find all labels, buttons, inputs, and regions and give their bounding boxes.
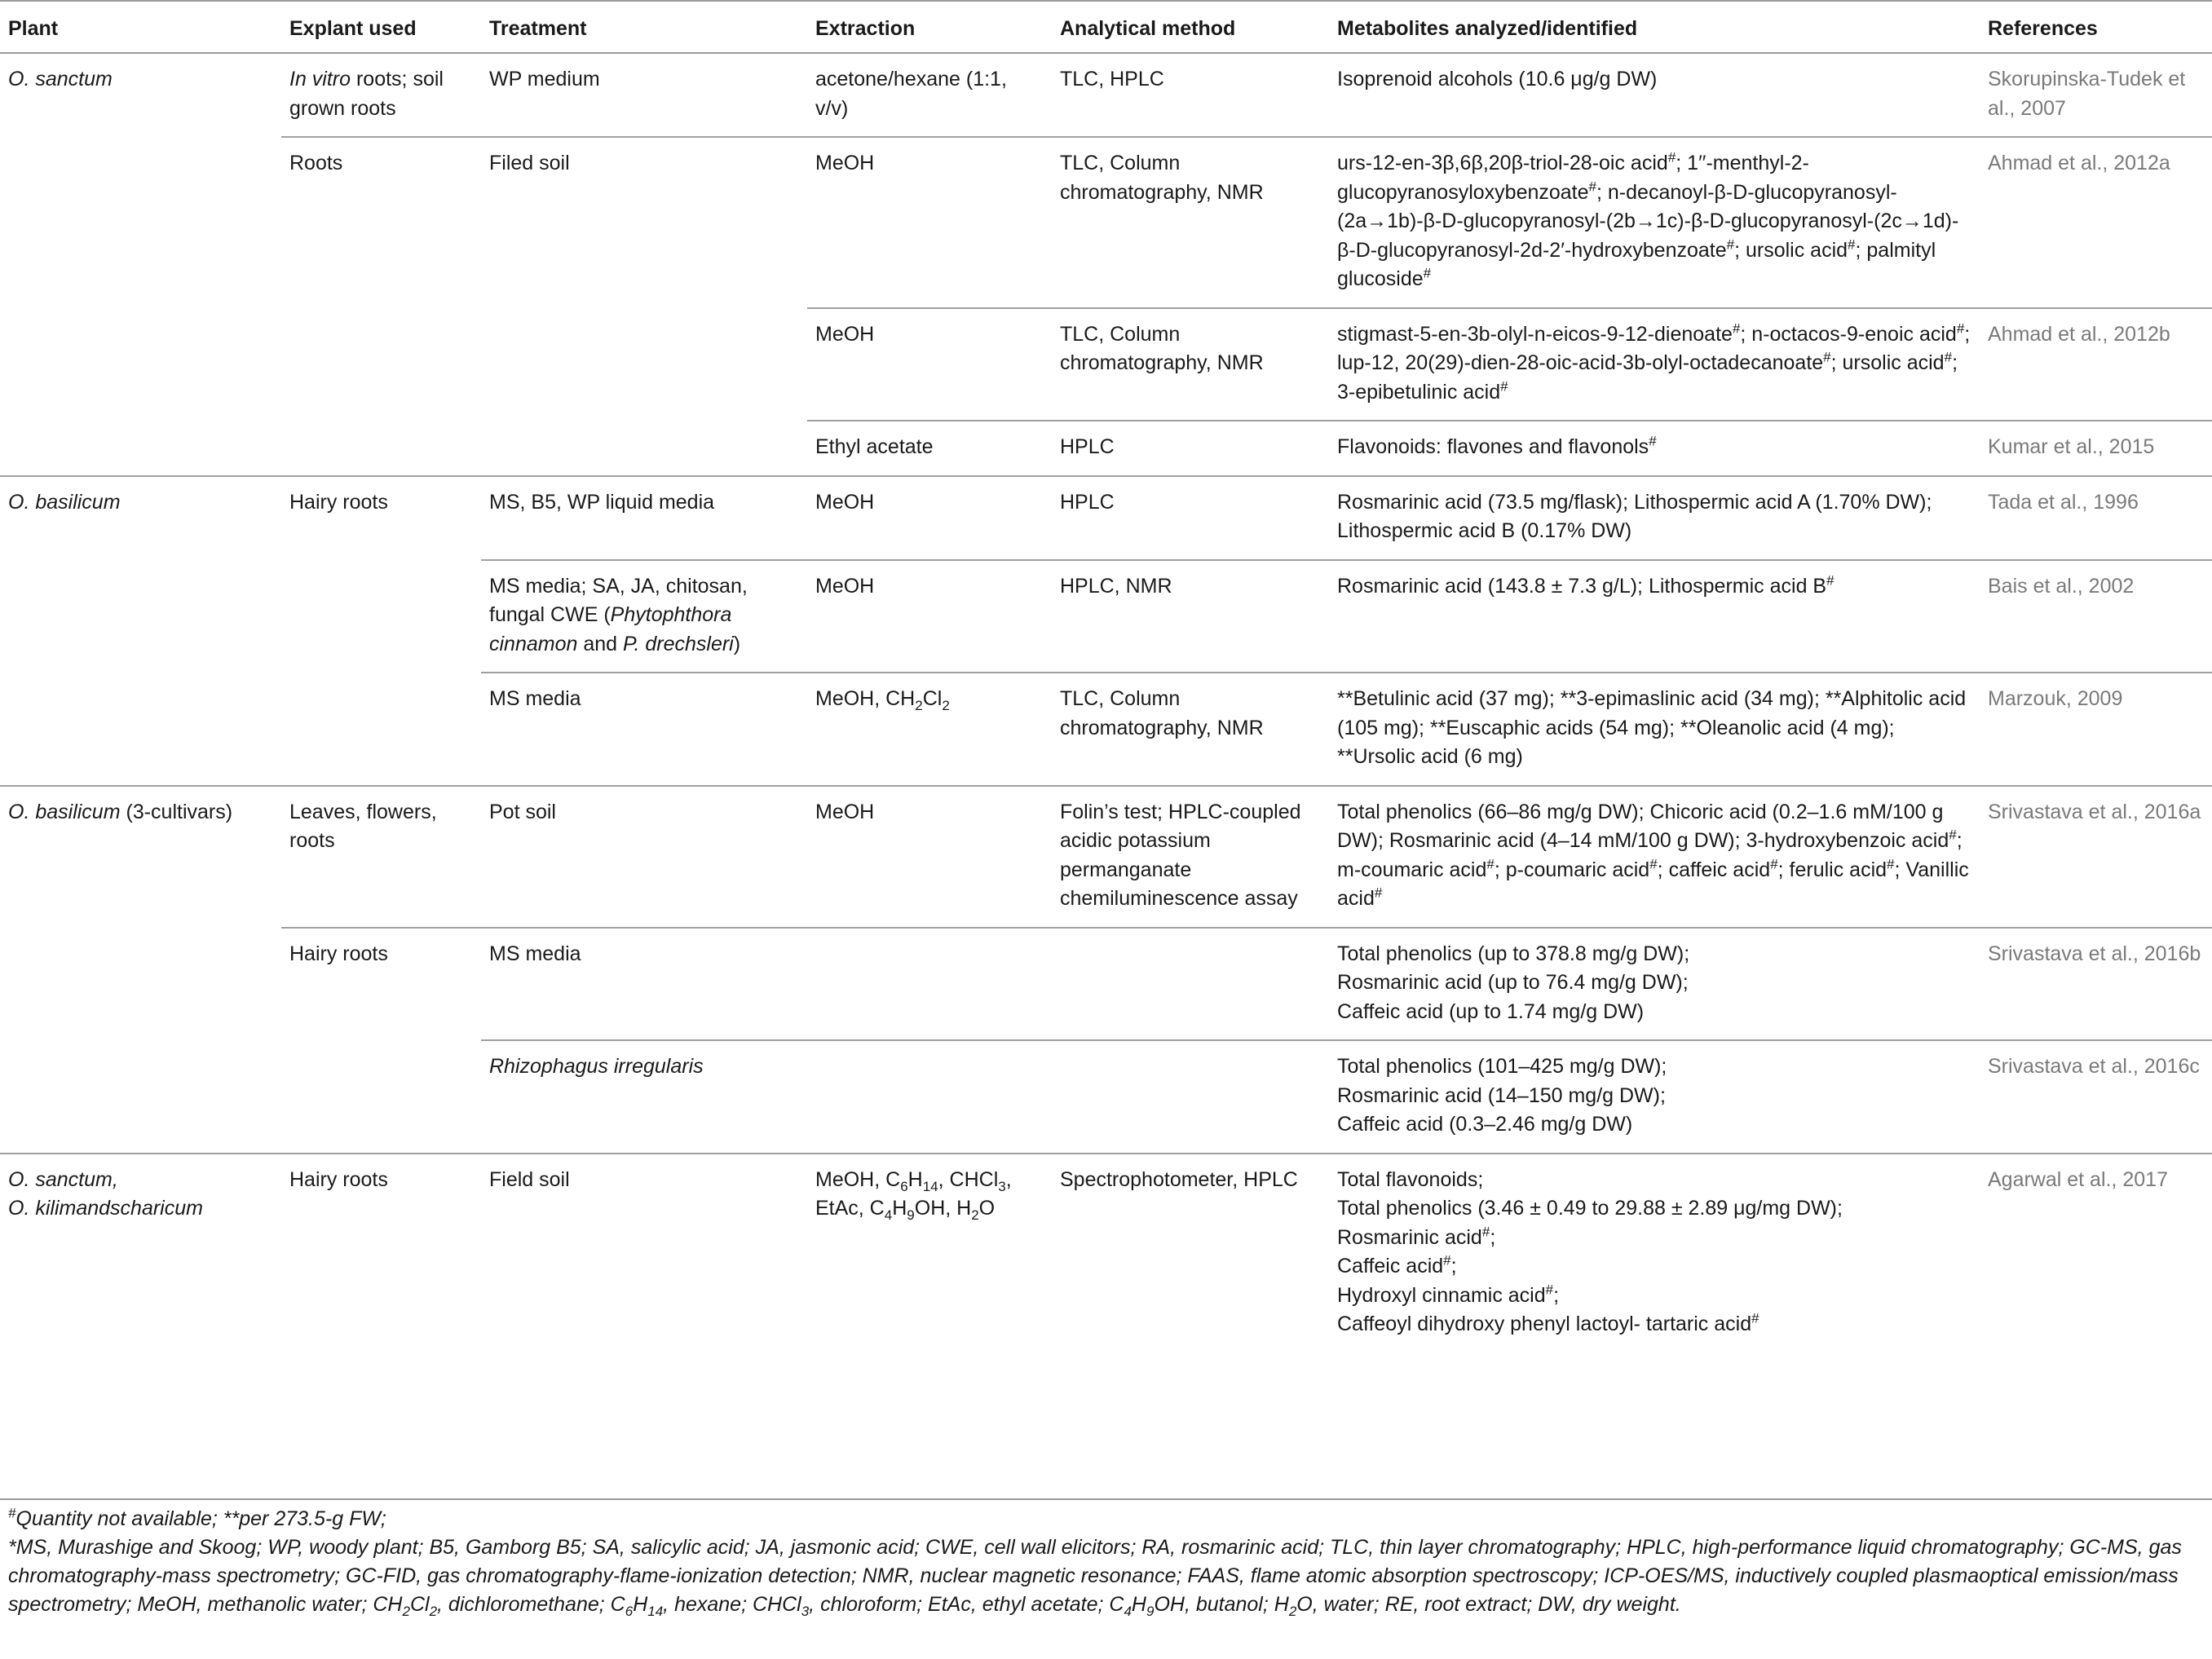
metabolite-line: Total phenolics (101–425 mg/g DW); (1337, 1055, 1667, 1078)
header-explant: Explant used (281, 1, 481, 53)
table-footnote (0, 1498, 2212, 1619)
cell-extraction-empty (807, 928, 1052, 1041)
cell-reference: Kumar et al., 2015 (1980, 421, 2212, 476)
metabolite-text: ; Vanillic acid (1337, 858, 1969, 910)
treatment-species: P. drechsleri (623, 632, 734, 655)
subscript: 6 (900, 1178, 908, 1194)
cell-plant: O. basilicum (0, 476, 281, 560)
metabolite-line: Total flavonoids; (1337, 1167, 1484, 1191)
metabolite-text: ; palmityl glucoside (1337, 238, 1936, 290)
subscript: 2 (971, 1207, 979, 1223)
subscript: 9 (1146, 1604, 1155, 1619)
hash-mark: # (1848, 236, 1856, 253)
metabolite-text: Caffeoyl dihydroxy phenyl lactoyl- tartaric acid (1337, 1313, 1752, 1335)
metabolite-line: Rosmarinic acid (up to 76.4 mg/g DW); (1337, 971, 1689, 994)
table-row (0, 1040, 2212, 1154)
hash-mark: # (1826, 572, 1835, 589)
metabolite-text: Total phenolics (66–86 mg/g DW); Chicoric acid (0.2–1.6 mM/100 g DW); Rosmarinic acid (4–14 mM/100 g DW); 3-hydroxybenzoic acid (1337, 800, 1949, 852)
footnote-text: , dichloromethane; C (437, 1593, 625, 1616)
metabolite-line (1337, 1282, 1973, 1311)
metabolite-line: Caffeic acid (0.3–2.46 mg/g DW) (1337, 1113, 1633, 1136)
hash-mark: # (1944, 349, 1953, 365)
hash-mark: # (1949, 827, 1957, 843)
cell-extraction: MeOH (807, 308, 1052, 421)
metabolite-text: ; ursolic acid (1830, 351, 1945, 374)
cell-treatment-empty (481, 421, 807, 476)
cell-metabolites (1329, 928, 1980, 1041)
cell-treatment-empty (481, 308, 807, 421)
header-metabolites: Metabolites analyzed/identified (1329, 1, 1980, 53)
cell-method: TLC, Column chromatography, NMR (1052, 137, 1329, 308)
treatment-text: MS media; SA, JA, chitosan, fungal CWE ( (489, 574, 748, 626)
hash-mark: # (1486, 856, 1495, 872)
hash-mark: # (1667, 149, 1676, 165)
cell-extraction: MeOH (807, 137, 1052, 308)
cell-plant-empty (0, 673, 281, 786)
cell-method: TLC, Column chromatography, NMR (1052, 308, 1329, 421)
cell-method: TLC, Column chromatography, NMR (1052, 673, 1329, 786)
metabolite-text: ; m-coumaric acid (1337, 829, 1963, 881)
cell-method: Spectrophotometer, HPLC (1052, 1154, 1329, 1352)
cell-plant-empty (0, 928, 281, 1041)
table-row (0, 308, 2212, 421)
metabolite-text: ; n-decanoyl-β-D-glucopyranosyl-(2a→1b)-β-D-glucopyranosyl-(2b→1c)-β-D-glucopyranosyl-(2c→1d)-β-D-glucopyranosyl-2d-2′-hydroxybenzoate (1337, 180, 1959, 262)
cell-extraction (807, 673, 1052, 786)
subscript: 2 (942, 698, 950, 713)
cell-explant-empty (281, 421, 481, 476)
table-row (0, 137, 2212, 308)
cell-reference: Srivastava et al., 2016c (1980, 1040, 2212, 1154)
table-row (0, 928, 2212, 1041)
cell-metabolites (1329, 560, 1980, 673)
cell-plant-empty (0, 560, 281, 673)
extraction-text: Cl (922, 687, 943, 710)
cell-reference: Srivastava et al., 2016b (1980, 928, 2212, 1041)
cell-metabolites (1329, 421, 1980, 476)
plant-line: O. kilimandscharicum (8, 1197, 203, 1220)
treatment-text: ) (733, 632, 741, 655)
table-row (0, 53, 2212, 137)
cell-reference: Skorupinska-Tudek et al., 2007 (1988, 68, 2186, 120)
subscript: 9 (907, 1207, 915, 1223)
cell-metabolites: Isoprenoid alcohols (10.6 μg/g DW) (1337, 68, 1658, 90)
metabolite-text: ; n-octacos-9-enoic acid (1740, 322, 1957, 346)
explant-italic: In vitro (289, 68, 351, 90)
metabolite-text: Hydroxyl cinnamic acid (1337, 1283, 1546, 1307)
header-references: References (1980, 1, 2212, 53)
cell-explant: Hairy roots (281, 928, 481, 1041)
cell-explant-empty (281, 1040, 481, 1154)
cell-reference: Ahmad et al., 2012a (1980, 137, 2212, 308)
hash-mark: # (1726, 236, 1735, 253)
cell-treatment: Filed soil (481, 137, 807, 308)
metabolite-line (1337, 1252, 1973, 1282)
treatment-species: Phytophthora cinnamon (489, 603, 732, 655)
extraction-text: OH, H (914, 1197, 972, 1220)
metabolite-text: ; (1450, 1255, 1457, 1277)
cell-metabolites (1329, 137, 1980, 308)
cell-reference: Agarwal et al., 2017 (1980, 1154, 2212, 1352)
table-row (0, 1154, 2212, 1352)
cell-explant: Hairy roots (281, 1154, 481, 1352)
cell-explant-empty (281, 673, 481, 786)
metabolite-text: Rosmarinic acid (143.8 ± 7.3 g/L); Lithospermic acid B (1337, 574, 1827, 598)
cell-extraction: MeOH (807, 560, 1052, 673)
cell-reference: Ahmad et al., 2012b (1980, 308, 2212, 421)
cell-plant (0, 1154, 281, 1352)
cell-extraction: MeOH (807, 786, 1052, 928)
extraction-text: , CHCl (938, 1167, 999, 1191)
extraction-text: O (978, 1197, 996, 1220)
cell-metabolites: **Betulinic acid (37 mg); **3-epimaslinic acid (34 mg); **Alphitolic acid (105 mg); **Euscaphic acids (54 mg); **Oleanolic acid (4 mg); **Ursolic acid (6 mg) (1329, 673, 1980, 786)
metabolite-line: Total phenolics (3.46 ± 0.49 to 29.88 ± 2.89 μg/mg DW); (1337, 1197, 1843, 1220)
metabolite-text: ; p-coumaric acid (1494, 858, 1650, 881)
cell-method: HPLC (1052, 476, 1329, 560)
explant-rest: roots; soil grown roots (289, 68, 444, 120)
hash-mark: # (1751, 1310, 1759, 1326)
metabolite-text: ; (1490, 1225, 1496, 1249)
cell-plant: O. basilicum (3-cultivars) (0, 786, 281, 928)
treatment-text: and (577, 632, 624, 655)
metabolite-text: urs-12-en-3β,6β,20β-triol-28-oic acid (1337, 152, 1668, 174)
cell-method: Folin’s test; HPLC-coupled acidic potassium permanganate chemiluminescence assay (1052, 786, 1329, 928)
cell-metabolites (1329, 308, 1980, 421)
cell-metabolites (1329, 1040, 1980, 1154)
hash-mark: # (1732, 320, 1741, 337)
footnote-text: O, water; RE, root extract; DW, dry weight. (1296, 1593, 1681, 1616)
subscript: 2 (402, 1604, 410, 1619)
cell-extraction: Ethyl acetate (807, 421, 1052, 476)
extraction-text: MeOH, C (815, 1167, 901, 1191)
hash-mark: # (1649, 433, 1657, 449)
cell-explant: Roots (281, 137, 481, 308)
metabolite-line: Rosmarinic acid (14–150 mg/g DW); (1337, 1083, 1666, 1107)
cell-reference: Bais et al., 2002 (1980, 560, 2212, 673)
subscript: 2 (915, 698, 923, 713)
hash-mark: # (1374, 885, 1383, 901)
metabolite-text: ; 3-epibetulinic acid (1337, 351, 1958, 404)
hash-mark: # (1956, 320, 1965, 337)
header-extraction: Extraction (807, 1, 1052, 53)
metabolite-text: ; lup-12, 20(29)-dien-28-oic-acid-3b-olyl-octadecanoate (1337, 322, 1971, 374)
extraction-text: , EtAc, C (815, 1167, 1012, 1220)
table-row (0, 421, 2212, 476)
metabolite-text: ; 1′′-menthyl-2-glucopyranosyloxybenzoate (1337, 152, 1809, 204)
table-row (0, 476, 2212, 560)
metabolite-text: Caffeic acid (1337, 1255, 1444, 1277)
metabolite-text: ; ursolic acid (1734, 238, 1848, 262)
cell-reference: Tada et al., 1996 (1980, 476, 2212, 560)
cell-plant-empty (0, 421, 281, 476)
header-treatment: Treatment (481, 1, 807, 53)
cell-treatment: WP medium (489, 68, 600, 90)
footnote-text: , chloroform; EtAc, ethyl acetate; C (809, 1593, 1124, 1616)
cell-metabolites (1329, 786, 1980, 928)
extraction-text: MeOH, CH (815, 687, 916, 710)
hash-mark: # (1481, 1224, 1490, 1240)
footnote-line-2: *MS, Murashige and Skoog; WP, woody plant; B5, Gamborg B5; SA, salicylic acid; JA, jasmonic acid; CWE, cell wall elicitors; RA, rosmarinic acid; TLC, thin layer chromatography; HPLC, high-performance liquid chromatography; GC-MS, gas chromatography-mass spectrometry; GC-FID, gas chromatography-flame-ionization detection; NMR, nuclear magnetic resonance; FAAS, flame atomic absorption spectroscopy; ICP-OES/MS, inductively coupled plasmaoptical emission/mass spectrometry; MeOH, methanolic water; $CH_2Cl_2$, dichloromethane; $C_6H_{14}$, hexane; CHCl$_3$, chloroform; EtAc, ethyl acetate; $C_4H_9OH$, butanol; $H_2O$, water; RE, root extract; DW, dry weight. (8, 1536, 2182, 1619)
cell-extraction-empty (807, 1040, 1052, 1154)
cell-explant: Leaves, flowers, roots (281, 786, 481, 928)
cell-extraction: MeOH (807, 476, 1052, 560)
hash-mark: # (1649, 856, 1658, 872)
cell-method: TLC, HPLC (1060, 68, 1164, 90)
footnote-text: OH, butanol; H (1154, 1593, 1289, 1616)
footnote-text: , hexane; CHCl (663, 1593, 801, 1616)
cell-reference: Marzouk, 2009 (1980, 673, 2212, 786)
cell-treatment: MS media (481, 928, 807, 1041)
footnote-text: Quantity not available; **per 273.5-g FW; (15, 1507, 386, 1530)
header-method: Analytical method (1052, 1, 1329, 53)
metabolite-line: Caffeic acid (up to 1.74 mg/g DW) (1337, 999, 1645, 1023)
cell-treatment: Field soil (481, 1154, 807, 1352)
cell-treatment: Rhizophagus irregularis (481, 1040, 807, 1154)
subscript: 6 (625, 1604, 634, 1619)
table-row (0, 786, 2212, 928)
subscript: 3 (998, 1178, 1006, 1194)
extraction-text: H (892, 1197, 907, 1220)
cell-plant-empty (0, 1040, 281, 1154)
cell-treatment: Pot soil (481, 786, 807, 928)
cell-plant: O. sanctum (8, 68, 113, 90)
cell-extraction (807, 1154, 1052, 1352)
hash-mark: # (1423, 265, 1432, 281)
cell-explant (281, 53, 481, 137)
extraction-text: H (907, 1167, 923, 1191)
hash-mark: # (1545, 1282, 1554, 1298)
metabolite-text: stigmast-5-en-3b-olyl-n-eicos-9-12-dienoate (1337, 322, 1733, 346)
plant-line: O. sanctum, (8, 1167, 118, 1191)
cell-metabolites (1329, 1154, 1980, 1352)
hash-mark: # (1823, 349, 1831, 365)
subscript: 14 (647, 1604, 664, 1619)
metabolite-text: ; ferulic acid (1777, 858, 1887, 881)
cell-method: HPLC (1052, 421, 1329, 476)
metabolite-text: Flavonoids: flavones and flavonols (1337, 435, 1649, 458)
hash-mark: # (1770, 856, 1778, 872)
cell-plant-empty (0, 137, 281, 308)
metabolite-line: Total phenolics (up to 378.8 mg/g DW); (1337, 942, 1690, 965)
subscript: 2 (429, 1604, 438, 1619)
hash-mark: # (8, 1505, 16, 1521)
footnote-line-1 (8, 1505, 2204, 1533)
metabolite-text: Rosmarinic acid (1337, 1225, 1482, 1249)
cell-explant-empty (281, 308, 481, 421)
header-row (0, 1, 2212, 53)
metabolite-text: ; (1553, 1283, 1560, 1307)
hash-mark: # (1588, 179, 1597, 195)
cell-treatment (481, 560, 807, 673)
cell-method-empty (1052, 1040, 1329, 1154)
cell-treatment: MS media (481, 673, 807, 786)
subscript: 14 (922, 1178, 938, 1194)
subscript: 3 (801, 1604, 810, 1619)
hash-mark: # (1887, 856, 1895, 872)
cell-explant: Hairy roots (281, 476, 481, 560)
cell-explant-empty (281, 560, 481, 673)
subscript: 2 (1288, 1604, 1297, 1619)
metabolite-text: ; caffeic acid (1657, 858, 1771, 881)
subscript: 4 (884, 1207, 893, 1223)
cell-extraction: acetone/hexane (1:1, v/v) (815, 68, 1007, 120)
footnote-text: *MS, Murashige and Skoog; WP, woody plant; B5, Gamborg B5; SA, salicylic acid; JA, jasmonic acid; CWE, cell wall elicitors; RA, rosmarinic acid; TLC, thin layer chromatography; HPLC, high-performance liquid chromatography; GC-MS, gas chromatography-mass spectrometry; GC-FID, gas chromatography-flame-ionization detection; NMR, nuclear magnetic resonance; FAAS, flame atomic absorption spectroscopy; ICP-OES/MS, inductively coupled plasmaoptical emission/mass spectrometry; MeOH, methanolic water; CH (8, 1536, 2182, 1616)
hash-mark: # (1500, 378, 1508, 395)
cell-treatment: MS, B5, WP liquid media (481, 476, 807, 560)
cell-reference: Srivastava et al., 2016a (1980, 786, 2212, 928)
hash-mark: # (1443, 1252, 1451, 1269)
metabolite-line (1337, 1310, 1973, 1339)
cell-method: HPLC, NMR (1052, 560, 1329, 673)
cell-plant-empty (0, 308, 281, 421)
table-row (0, 560, 2212, 673)
cell-metabolites: Rosmarinic acid (73.5 mg/flask); Lithospermic acid A (1.70% DW); Lithospermic acid B (0.17% DW) (1329, 476, 1980, 560)
plant-name-italic: O. basilicum (8, 800, 121, 823)
table-row (0, 673, 2212, 786)
subscript: 4 (1124, 1604, 1132, 1619)
cell-method-empty (1052, 928, 1329, 1041)
header-plant: Plant (0, 1, 281, 53)
metabolite-line (1337, 1224, 1973, 1253)
